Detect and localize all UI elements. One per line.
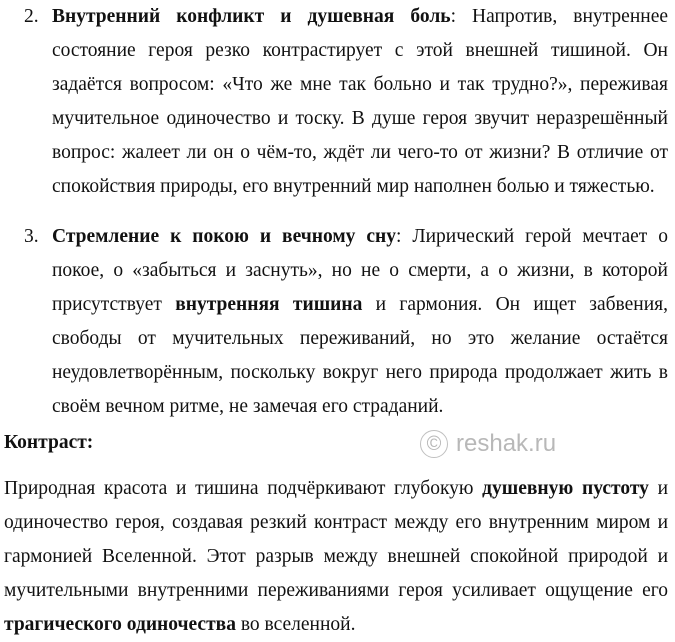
text-segment: спокойствия природы, его внутренний мир наполнен болью и тяжестью. — [52, 176, 655, 197]
text-segment: и — [648, 478, 668, 499]
list-item-line — [52, 0, 668, 34]
list-item-line — [52, 322, 668, 356]
bold-text: Стремление к покою и вечному сну — [52, 226, 396, 247]
list-item-line — [52, 170, 668, 204]
watermark-text: reshak.ru — [456, 430, 557, 457]
list-item-line — [52, 68, 668, 102]
list-item-number: 2. — [24, 6, 39, 27]
text-segment: мучительными внутренними переживаниями героя усиливает ощущение его — [4, 580, 668, 601]
text-segment: : Лирический герой мечтает о — [395, 226, 668, 247]
text-segment: состояние героя резко контрастирует с этой внешней тишиной. Он — [52, 40, 668, 61]
text-segment: гармонией Вселенной. Этот разрыв между внешней спокойной природой и — [4, 546, 668, 567]
paragraph-line — [4, 506, 668, 540]
list-item-line — [52, 220, 668, 254]
list-item-line — [52, 136, 668, 170]
text-segment: одиночество героя, создавая резкий контраст между его внутренним миром и — [4, 512, 668, 533]
text-segment: присутствует — [52, 294, 176, 315]
paragraph-line — [4, 472, 668, 506]
list-item-line — [52, 356, 668, 390]
text-segment: неудовлетворённым, поскольку вокруг него природа продолжает жить в — [52, 362, 668, 383]
text-segment: : Напротив, внутреннее — [450, 6, 669, 27]
watermark — [420, 428, 556, 460]
paragraph-line — [4, 540, 668, 574]
text-segment: и гармония. Он ищет забвения, — [362, 294, 669, 315]
bold-text: душевную пустоту — [482, 478, 649, 499]
paragraph-line — [4, 574, 668, 608]
text-segment: задаётся вопросом: «Что же мне так больно и так трудно?», переживая — [52, 74, 668, 95]
text-segment: во вселенной. — [235, 614, 356, 635]
list-item-line — [52, 254, 668, 288]
section-heading-contrast: Контраст: — [4, 432, 94, 453]
text-segment: свободы от мучительных переживаний, но это желание остаётся — [52, 328, 668, 349]
list-item-number: 3. — [24, 226, 39, 247]
text-segment: мучительное одиночество и тоску. В душе героя звучит неразрешённый — [52, 108, 668, 129]
list-item-line — [52, 34, 668, 68]
text-segment: Природная красота и тишина подчёркивают глубокую — [4, 478, 483, 499]
bold-text: трагического одиночества — [4, 614, 236, 635]
text-segment: покое, о «забыться и заснуть», но не о смерти, а о жизни, в которой — [52, 260, 668, 281]
bold-text: внутренняя тишина — [175, 294, 363, 315]
copyright-mark: © — [420, 430, 448, 458]
text-segment: вопрос: жалеет ли он о чём-то, ждёт ли чего-то от жизни? В отличие от — [52, 142, 668, 163]
list-item-line — [52, 102, 668, 136]
list-item-line — [52, 288, 668, 322]
bold-text: Внутренний конфликт и душевная боль — [52, 6, 451, 27]
list-item-line — [52, 390, 668, 424]
text-segment: своём вечном ритме, не замечая его страданий. — [52, 396, 444, 417]
